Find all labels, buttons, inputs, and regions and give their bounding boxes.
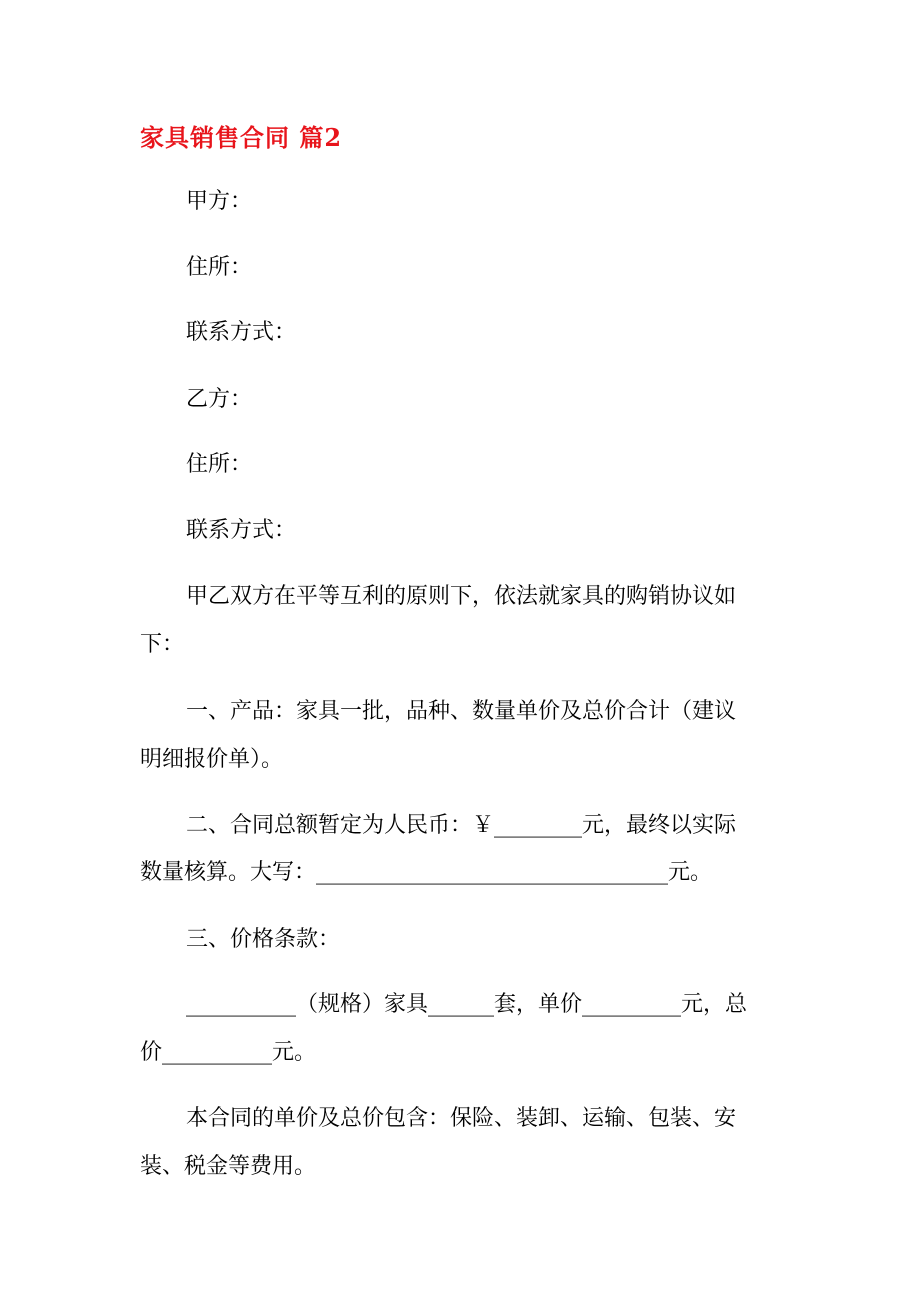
party-a-label: 甲方： [186,189,253,214]
price-terms-line-1: __________（规格）家具______套，单价_________元，总 [186,992,748,1017]
clause-1-line-2: 明细报价单）。 [140,747,284,772]
document-title: 家具销售合同 篇2 [140,123,343,152]
party-a-address: 住所： [186,255,253,280]
party-a-contact: 联系方式： [186,320,297,345]
price-terms-line-2: 价__________元。 [140,1040,317,1065]
price-inclusion-line-2: 装、税金等费用。 [140,1154,317,1179]
clause-2-line-2: 数量核算。大写：________________________________元。 [140,860,713,885]
party-b-label: 乙方： [186,387,253,412]
intro-paragraph-line-2: 下： [140,632,185,657]
clause-3-heading: 三、价格条款： [186,927,341,952]
clause-2-line-1: 二、合同总额暂定为人民币：￥________元，最终以实际 [186,813,737,838]
party-b-address: 住所： [186,452,253,477]
intro-paragraph-line-1: 甲乙双方在平等互利的原则下，依法就家具的购销协议如 [186,584,737,609]
price-inclusion-line-1: 本合同的单价及总价包含：保险、装卸、运输、包装、安 [186,1106,737,1131]
party-b-contact: 联系方式： [186,518,297,543]
clause-1-line-1: 一、产品：家具一批，品种、数量单价及总价合计（建议 [186,699,737,724]
